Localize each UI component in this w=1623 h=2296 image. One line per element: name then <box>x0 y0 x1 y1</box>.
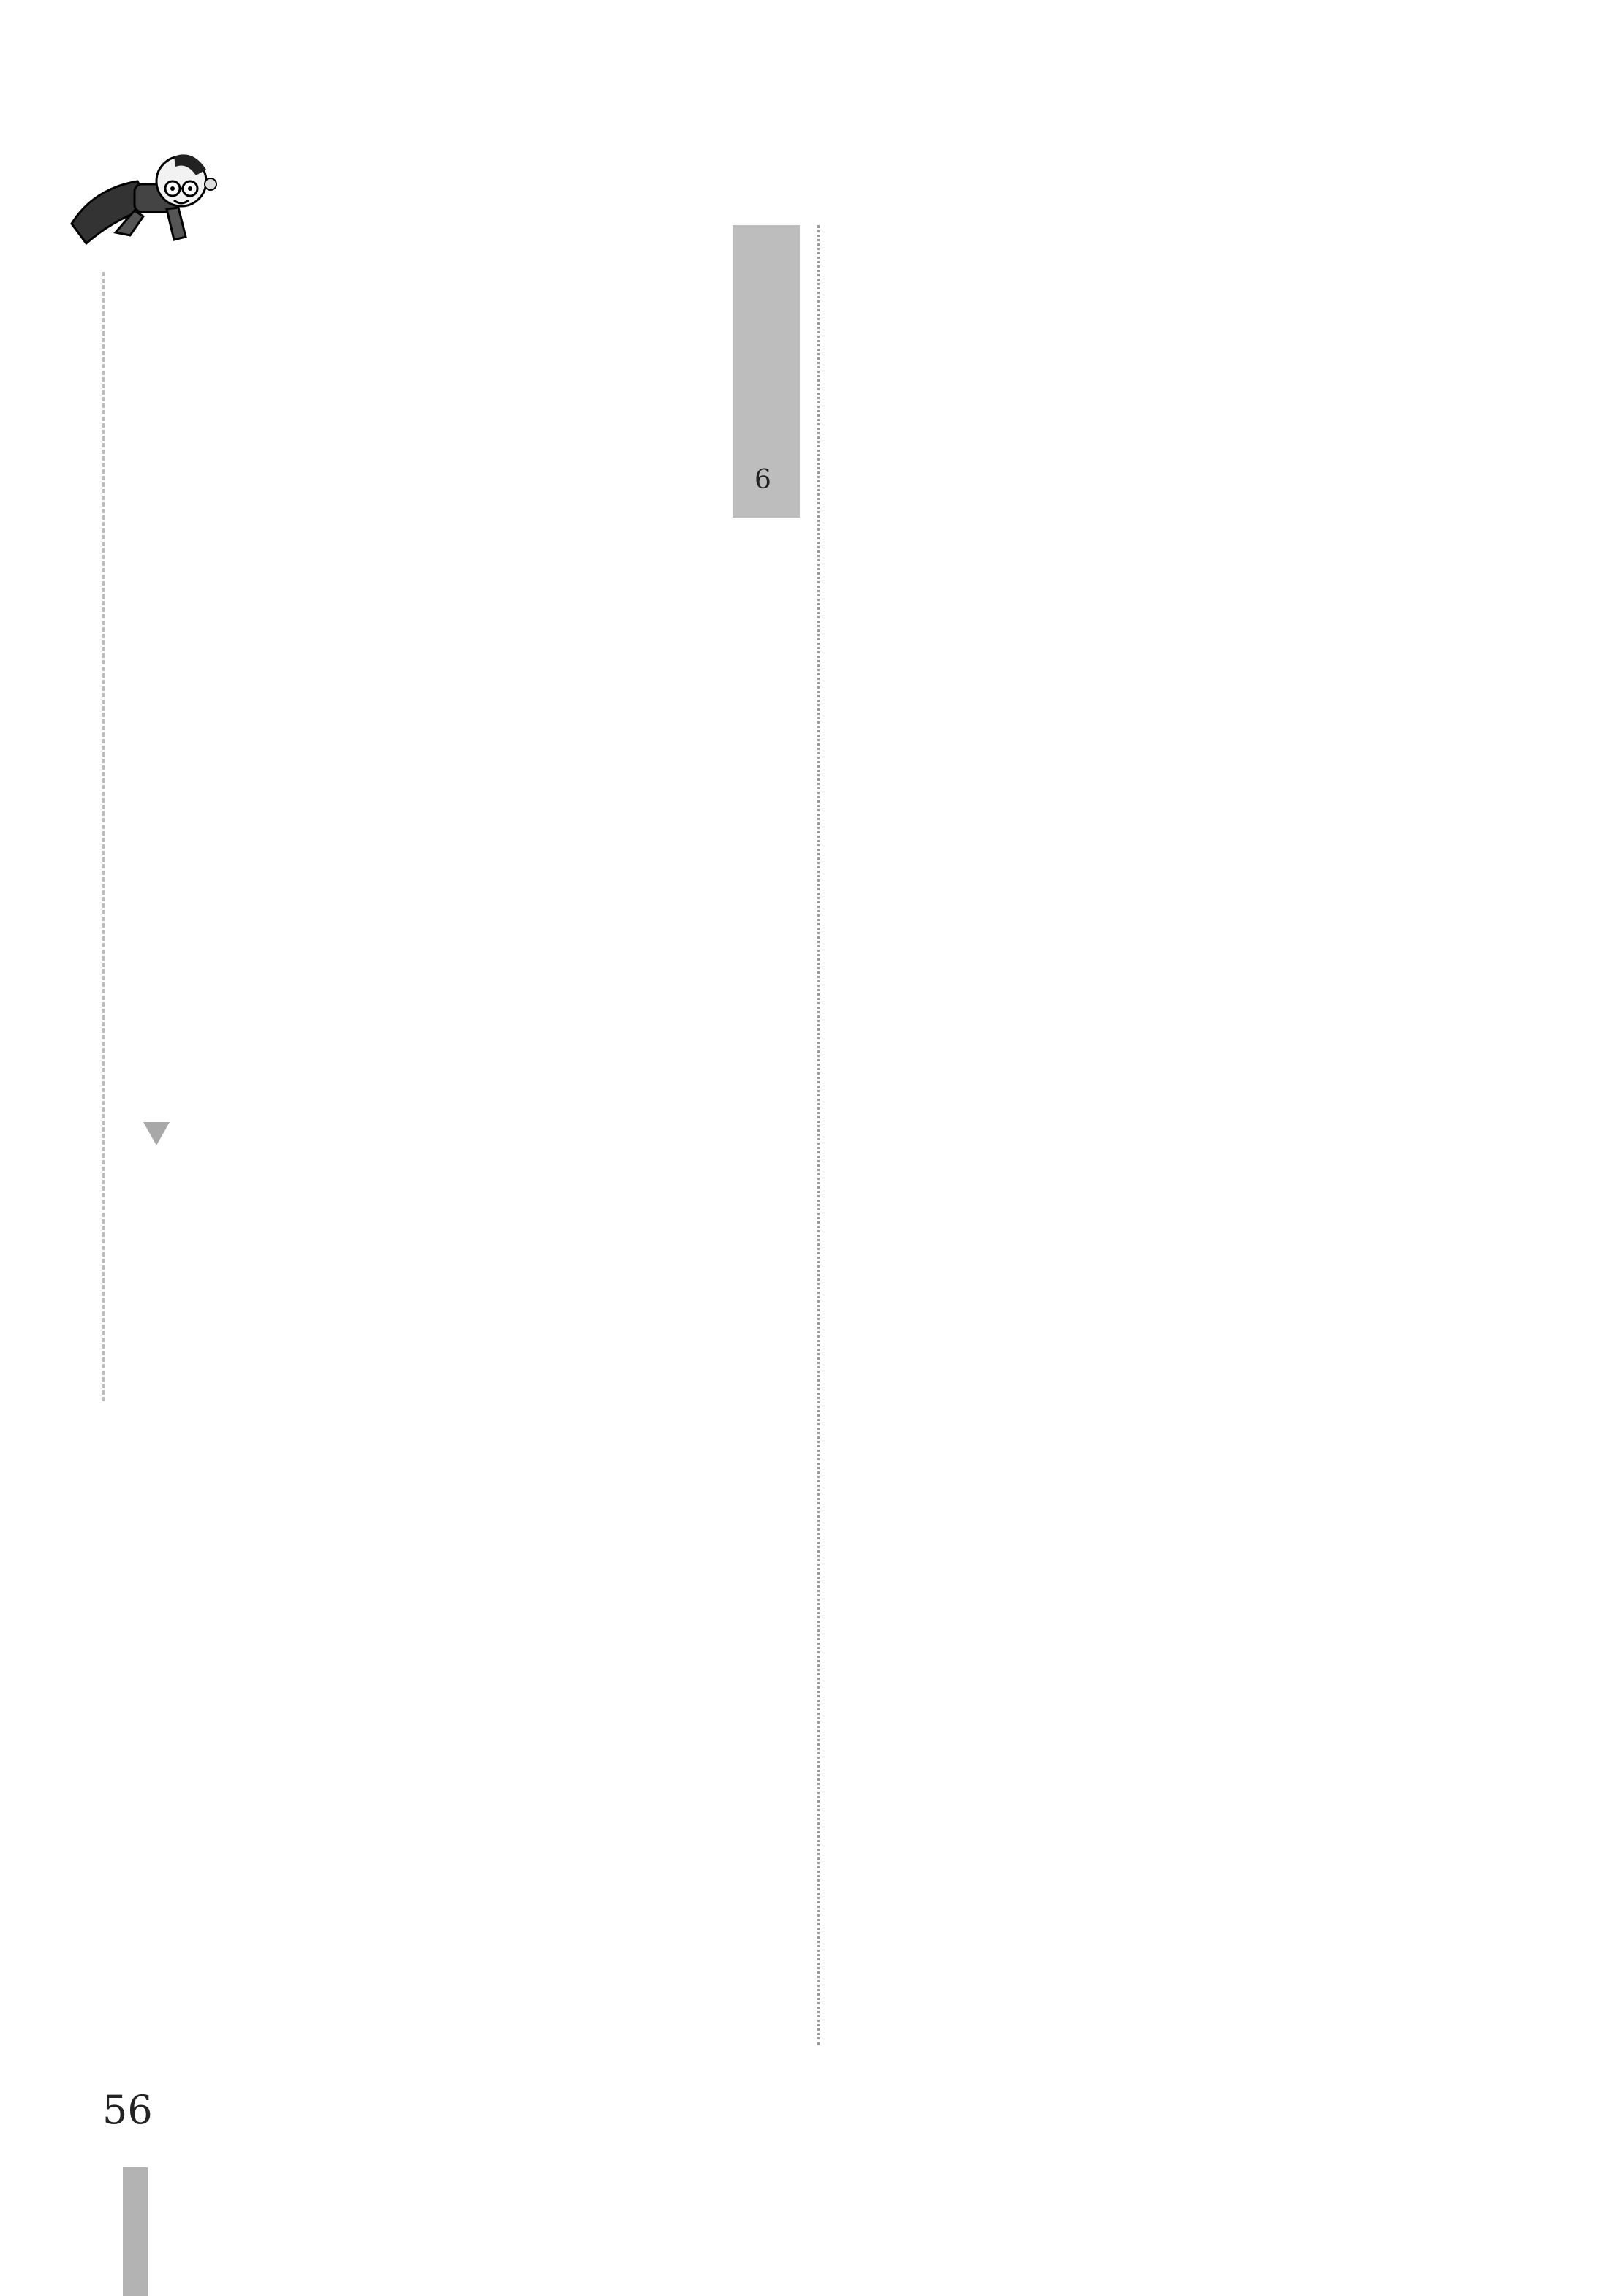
header-arrow-icon <box>143 1122 170 1145</box>
section-number: 6 <box>754 465 771 495</box>
text-column <box>352 234 390 2047</box>
page-number: 56 <box>102 2087 153 2133</box>
text-column <box>435 234 473 2047</box>
text-column <box>268 234 306 2047</box>
text-column <box>1279 234 1313 2047</box>
text-column <box>1133 234 1167 2047</box>
text-column <box>1097 234 1130 2047</box>
text-column <box>1060 234 1094 2047</box>
text-column <box>1170 234 1203 2047</box>
text-column <box>393 234 431 2047</box>
section-divider <box>817 225 820 2045</box>
text-column <box>1206 234 1240 2047</box>
text-column <box>227 234 265 2047</box>
text-column <box>560 234 598 2047</box>
running-header <box>110 278 154 1111</box>
text-column <box>877 234 911 2047</box>
text-column <box>477 234 515 2047</box>
text-column <box>1243 234 1276 2047</box>
text-column <box>1024 234 1057 2047</box>
section-title-band <box>733 225 800 1687</box>
header-rule <box>102 272 105 1401</box>
text-column <box>841 234 874 2047</box>
section-title <box>747 240 791 1665</box>
text-column <box>1352 234 1386 2047</box>
text-column <box>1316 234 1350 2047</box>
text-column <box>987 234 1021 2047</box>
text-column <box>950 234 984 2047</box>
text-column <box>643 234 681 2047</box>
text-column <box>914 234 947 2047</box>
text-column <box>310 234 348 2047</box>
text-column <box>685 234 723 2047</box>
text-column <box>518 234 556 2047</box>
page-edge-tab <box>123 2167 148 2296</box>
mascot-illustration <box>64 137 218 254</box>
text-column <box>1426 234 1459 2047</box>
text-column <box>1389 234 1423 2047</box>
text-column <box>602 234 640 2047</box>
